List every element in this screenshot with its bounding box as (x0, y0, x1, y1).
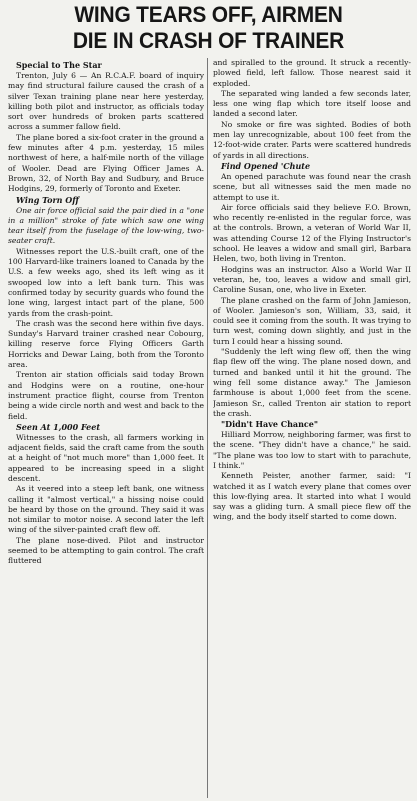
article-paragraph: An opened parachute was found near the crash scene, but all witnesses said the men made no attempt to use it. (213, 171, 411, 202)
article-paragraph: Trenton air station officials said today Brown and Hodgins were on a routine, one-hour instrument practice flight, course from Trenton being a wide circle north and west and back to the field. (8, 370, 204, 421)
article-paragraph: and spiralled to the ground. It struck a recently-plowed field, left fallow. Those nearest said it exploded. (213, 58, 411, 88)
article-paragraph: The plane bored a six-foot crater in the ground a few minutes after 4 p.m. yesterday, 15 miles northwest of here, a half-mile north of the village of Wooler. Dead are Flying Officer James A. Brown, 32, of North Bay and Sudbury, and Bruce Hodgins, 29, formerly of Toronto and Exeter. (8, 132, 204, 194)
article-paragraph: Hodgins was an instructor. Also a World War II veteran, he, too, leaves a widow and small girl, Caroline Susan, one, who live in Exeter. (213, 264, 411, 295)
article-paragraph: As it veered into a steep left bank, one witness calling it "almost vertical," a hissing noise could be heard by those on the ground. They said it was not similar to motor noise. A second later the left wing of the silver-painted craft flew off. (8, 484, 204, 535)
left-column (8, 60, 204, 800)
article-paragraph: The plane crashed on the farm of John Jamieson, of Wooler. Jamieson's son, William, 33, said, it could see it coming from the south. It was trying to turn west, coming down slightly, and just in the turn I could hear a hissing sound. (213, 295, 411, 346)
article-paragraph: One air force official said the pair died in a "one in a million" stroke of fate which saw one wing tear itself from the fuselage of the low-wing, two-seater craft. (8, 205, 204, 246)
headline-line-2: DIE IN CRASH OF TRAINER (72, 28, 345, 53)
subheading: Wing Torn Off (16, 194, 79, 205)
article-paragraph: "Suddenly the left wing flew off, then the wing flap flew off the wing. The plane nosed down, and turned and banked until it hit the ground. The wing fell some distance away." The Jamieson farmhouse is about 1,000 feet from the scene. Jamieson Sr., called Trenton air station to report the crash. (213, 347, 411, 418)
article-paragraph: Witnesses report the U.S.-built craft, one of the 100 Harvard-like trainers loaned to Canada by the U.S. a few weeks ago, shed its left wing as it swooped low into a left bank turn. This was confirmed today by security guards who found the lone wing, largest intact part of the plane, 500 yards from the crash-point. (8, 246, 204, 318)
article-paragraph: Witnesses to the crash, all farmers working in adjacent fields, said the craft came from the south at a height of "not much more" than 1,000 feet. It appeared to be increasing speed in a slight descent. (8, 432, 204, 483)
right-column (213, 58, 411, 798)
article-paragraph: The crash was the second here within five days. Sunday's Harvard trainer crashed near Cobourg, killing reserve force Flying Officers Garth Horricks and Dewar Laing, both from the Toronto area. (8, 318, 204, 370)
headline-line-1: WING TEARS OFF, AIRMEN (74, 2, 343, 27)
article-paragraph: The plane nose-dived. Pilot and instructor seemed to be attempting to gain control. The craft fluttered (8, 535, 204, 566)
article-paragraph: The separated wing landed a few seconds later, less one wing flap which tore itself loose and landed a second later. (213, 88, 411, 119)
byline: Special to The Star (16, 60, 102, 70)
article-paragraph: Hilliard Morrow, neighboring farmer, was first to the scene. "They didn't have a chance," he said. "The plane was too low to start with to parachute, I think." (213, 430, 411, 470)
subheading: Find Opened 'Chute (221, 160, 311, 171)
article-paragraph: Trenton, July 6 — An R.C.A.F. board of inquiry may find structural failure caused the crash of a silver Texan training plane near here yesterday, killing both pilot and instructor, as officials today sort over hundreds of broken parts scattered across a summer fallow field. (8, 71, 204, 132)
headline (15, 2, 403, 54)
column-divider (207, 58, 208, 798)
subheading: "Didn't Have Chance" (221, 419, 319, 430)
article-paragraph: No smoke or fire was sighted. Bodies of both men lay unrecognizable, about 100 feet from the 12-foot-wide crater. Parts were scattered hundreds of yards in all directions. (213, 119, 411, 160)
article-paragraph: Kenneth Peister, another farmer, said: "I watched it as I watch every plane that comes over this low-flying area. It started into what I would say was a gliding turn. A small piece flew off the wing, and the body itself started to come down. (213, 471, 411, 522)
subheading: Seen At 1,000 Feet (16, 421, 101, 432)
article-paragraph: Air force officials said they believe F.O. Brown, who recently re-enlisted in the regular force, was at the controls. Brown, a veteran of World War II, was attending Course 12 of the Flying Instructor's school. He leaves a widow and small girl, Barbara Helen, two, both living in Trenton. (213, 202, 411, 264)
